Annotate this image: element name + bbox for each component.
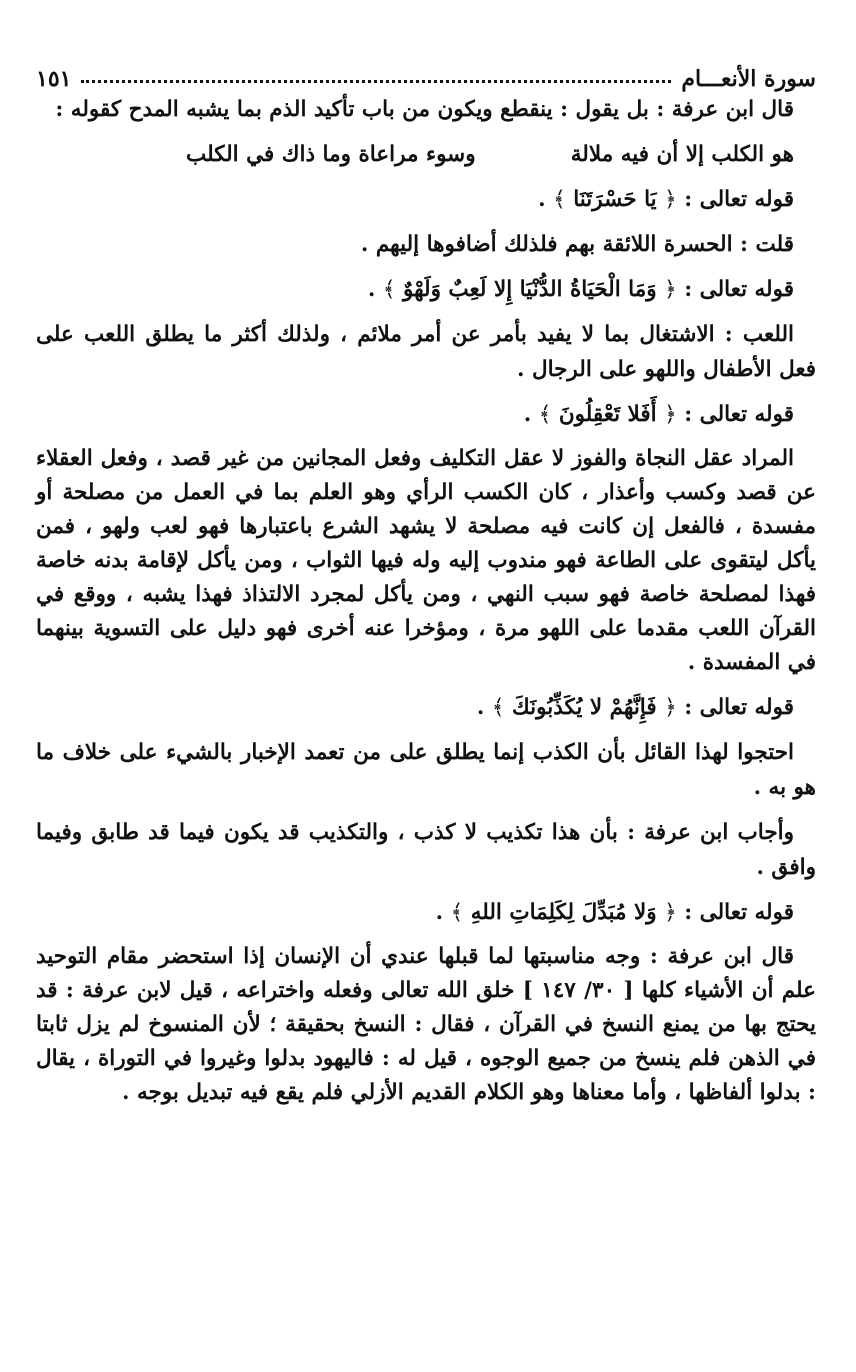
quran-bracket-close: ﴾: [382, 277, 396, 302]
verse-hemistich-1: هو الكلب إلا أن فيه ملالة: [570, 142, 794, 167]
period: .: [523, 402, 532, 427]
page-body: [36, 92, 816, 1120]
quote-lead: قوله تعالى :: [684, 900, 794, 925]
quote-lead: قوله تعالى :: [684, 277, 794, 302]
quran-bracket-close: ﴾: [450, 900, 464, 925]
paragraph: احتجوا لهذا القائل بأن الكذب إنما يطلق على من تعمد الإخبار بالشيء على خلاف ما هو به .: [36, 740, 816, 800]
quran-quote-line: [36, 690, 816, 725]
header-dotted-leader: [81, 80, 671, 83]
quran-bracket-open: ﴿: [664, 900, 677, 925]
quote-lead: قوله تعالى :: [684, 402, 794, 427]
quran-bracket-close: ﴾: [538, 402, 552, 427]
surah-title: سورة الأنعـــام: [681, 66, 816, 92]
paragraph: قال ابن عرفة : بل يقول : ينقطع ويكون من باب تأكيد الذم بما يشبه المدح كقوله :: [55, 97, 794, 122]
period: .: [538, 187, 546, 212]
quran-text: وَمَا الْحَيَاةُ الدُّنْيَا إِلا لَعِبٌ وَلَهْوٌ: [403, 277, 657, 302]
running-header: [36, 58, 816, 92]
quran-text: يَا حَسْرَتَنَا: [573, 187, 657, 212]
poetry-verse: [36, 137, 816, 172]
period: .: [476, 695, 485, 720]
period: .: [367, 277, 376, 302]
period: .: [435, 900, 444, 925]
quote-lead: قوله تعالى :: [684, 695, 794, 720]
quran-quote-line: [36, 397, 816, 432]
paragraph: قال ابن عرفة : وجه مناسبتها لما قبلها عندي أن الإنسان إذا استحضر مقام التوحيد علم أن الأشياء كلها [ ٣٠/ ١٤٧ ] خلق الله تعالى وفعله واختراعه ، قيل لابن عرفة : قد يحتج بها من يمنع النسخ في القرآن ، فقال : النسخ بحقيقة ؛ لأن المنسوخ لم يزل ثابتا في الذهن فلم ينسخ من جميع الوجوه ، قيل له : فاليهود بدلوا وغيروا في التوراة ، يقال : بدلوا ألفاظها ، وأما معناها وهو الكلام القديم الأزلي فلم يقع فيه تبديل بوجه .: [36, 944, 817, 1105]
quran-text: وَلا مُبَدِّلَ لِكَلِمَاتِ اللهِ: [470, 900, 657, 925]
paragraph: المراد عقل النجاة والفوز لا عقل التكليف وفعل المجانين من غير قصد ، وفعل العقلاء عن قصد وكسب وأعذار ، كان الكسب الرأي وهو العلم بما في العمل من مصلحة أو مفسدة ، فالفعل إن كانت فيه مصلحة لا يشهد الشرع باعتبارها فهو لعب ولهو ، فمن يأكل ليتقوى على الطاعة فهو مندوب إليه وله فيها الثواب ، ومن يأكل لإقامة بدنه خاصة فهذا لمصلحة خاصة فهو سبب النهي ، ومن يأكل لمجرد الالتذاذ فهذا يشبه ، ووقع في القرآن اللعب مقدما على اللهو مرة ، ومؤخرا عنه أخرى فهو دليل على التسوية بينهما في المفسدة .: [36, 446, 816, 675]
quran-quote-line: [36, 272, 816, 307]
quran-text: أَفَلا تَعْقِلُونَ: [558, 402, 657, 427]
quran-bracket-open: ﴿: [664, 695, 677, 720]
quran-bracket-close: ﴾: [491, 695, 505, 720]
quote-lead: قوله تعالى :: [684, 187, 794, 212]
verse-hemistich-2: وسوء مراعاة وما ذاك في الكلب: [186, 142, 476, 167]
page-number: ١٥١: [36, 66, 72, 92]
quran-bracket-open: ﴿: [664, 187, 677, 212]
quran-text: فَإِنَّهُمْ لا يُكَذِّبُونَكَ: [512, 695, 657, 720]
quran-bracket-close: ﴾: [553, 187, 566, 212]
paragraph: وأجاب ابن عرفة : بأن هذا تكذيب لا كذب ، والتكذيب قد يكون فيما قد طابق وفيما وافق .: [36, 820, 816, 880]
paragraph: اللعب : الاشتغال بما لا يفيد بأمر عن أمر ملائم ، ولذلك أكثر ما يطلق اللعب على فعل الأطفال واللهو على الرجال .: [36, 322, 816, 382]
quran-quote-line: [36, 182, 816, 217]
quran-bracket-open: ﴿: [664, 277, 677, 302]
quran-bracket-open: ﴿: [664, 402, 677, 427]
quran-quote-line: [36, 895, 816, 930]
paragraph: قلت : الحسرة اللائقة بهم فلذلك أضافوها إليهم .: [360, 232, 794, 257]
